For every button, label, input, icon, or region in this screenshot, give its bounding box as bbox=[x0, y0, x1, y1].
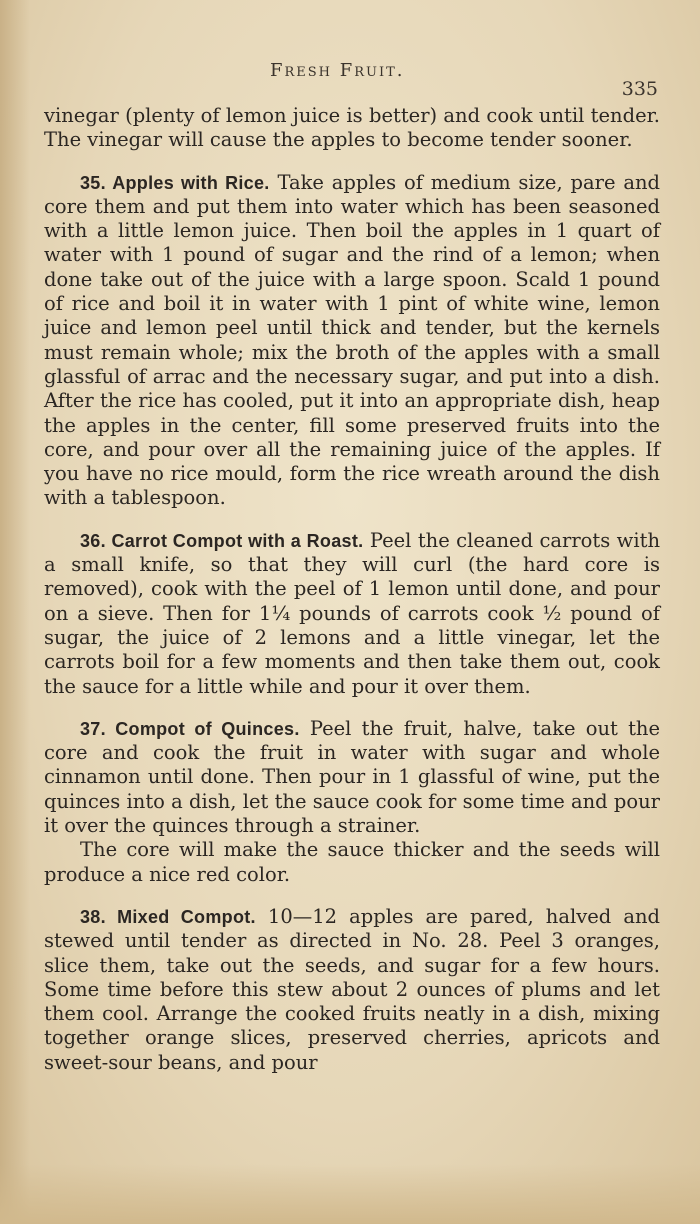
continuation-paragraph: vinegar (plenty of lemon juice is better) and cook until tender. The vinegar will cause the apples to become tender sooner. bbox=[44, 104, 660, 152]
recipe-35 bbox=[44, 171, 660, 511]
recipe-36 bbox=[44, 529, 660, 699]
recipe-heading: 38. Mixed Compot. bbox=[80, 906, 256, 927]
recipe-note: The core will make the sauce thicker and the seeds will produce a nice red color. bbox=[44, 838, 660, 886]
running-title: Fresh Fruit. bbox=[270, 60, 405, 81]
recipe-heading: 35. Apples with Rice. bbox=[80, 172, 270, 193]
page-edge-shadow bbox=[0, 0, 30, 1224]
page-body bbox=[44, 104, 660, 1075]
recipe-text: Peel the cleaned carrots with a small knife, so that they will curl (the hard core is removed), cook with the peel of 1 lemon until done, and pour on a sieve. Then for 1¼ pounds of carrots cook ½ pound of sugar, the juice of 2 lemons and a little vinegar, let the carrots boil for a few moments and then take them out, cook the sauce for a little while and pour it over them. bbox=[44, 528, 660, 698]
running-header bbox=[0, 60, 700, 100]
recipe-heading: 37. Compot of Quinces. bbox=[80, 718, 300, 739]
recipe-text: Peel the fruit, halve, take out the core and cook the fruit in water with sugar and whole cinnamon until done. Then pour in 1 glassful of wine, put the quinces into a dish, let the sauce cook for some time and pour it over the quinces through a strainer. bbox=[44, 716, 661, 838]
recipe-37 bbox=[44, 717, 660, 838]
page-bottom-shadow bbox=[0, 1164, 700, 1224]
page-number: 335 bbox=[621, 78, 658, 100]
recipe-38 bbox=[44, 905, 660, 1075]
recipe-text: 10—12 apples are pared, halved and stewed until tender as directed in No. 28. Peel 3 oranges, slice them, take out the seeds, and sugar for a few hours. Some time before this stew about 2 ounces of plums and let them cool. Arrange the cooked fruits neatly in a dish, mixing together orange slices, preserved cherries, apricots and sweet-sour beans, and pour bbox=[44, 904, 660, 1074]
recipe-text: Take apples of medium size, pare and core them and put them into water which has been seasoned with a little lemon juice. Then boil the apples in 1 quart of water with 1 pound of sugar and the rind of a lemon; when done take out of the juice with a large spoon. Scald 1 pound of rice and boil it in water with 1 pint of white wine, lemon juice and lemon peel until thick and tender, but the kernels must remain whole; mix the broth of the apples with a small glassful of arrac and the necessary sugar, and put into a dish. After the rice has cooled, put it into an appropriate dish, heap the apples in the center, fill some preserved fruits into the core, and pour over all the remaining juice of the apples. If you have no rice mould, form the rice wreath around the dish with a tablespoon. bbox=[44, 170, 660, 510]
recipe-heading: 36. Carrot Compot with a Roast. bbox=[80, 530, 364, 551]
